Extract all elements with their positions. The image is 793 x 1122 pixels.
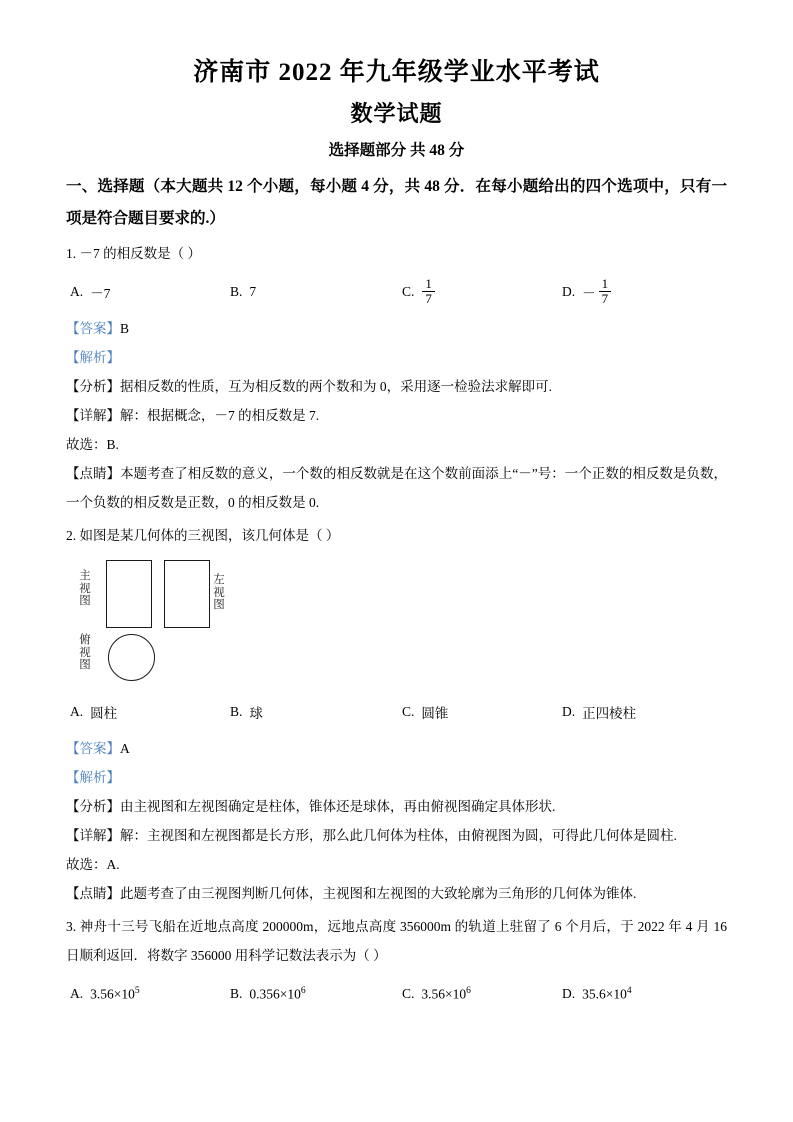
three-view-figure (70, 556, 727, 688)
option-c[interactable] (402, 972, 471, 1016)
option-label: 正四棱柱 (582, 706, 637, 722)
question-number: 1. (66, 246, 77, 262)
question-stem (66, 239, 727, 268)
question-3 (66, 912, 727, 1020)
exponent: 5 (134, 986, 140, 997)
option-a[interactable] (70, 270, 110, 314)
question-1 (66, 239, 727, 517)
page-title: 济南市 2022 年九年级学业水平考试 (193, 59, 600, 86)
option-b[interactable] (230, 972, 306, 1016)
choose-line: 故选：B. (66, 437, 119, 453)
option-a[interactable] (70, 690, 117, 734)
side-view-rectangle (164, 560, 210, 628)
fraction-one-seventh (422, 277, 435, 305)
detail-line (66, 821, 727, 850)
answer-line (66, 314, 727, 343)
detail-text: 解：主视图和左视图都是长方形，那么此几何体为柱体，由俯视图为圆，可得此几何体是圆柱. (120, 828, 677, 844)
option-label: －7 (90, 286, 111, 302)
fraction-denominator: 7 (422, 291, 435, 306)
question-text: －7 的相反数是（ ） (79, 246, 201, 262)
option-letter: A. (70, 704, 84, 720)
option-letter: D. (562, 284, 576, 300)
option-d[interactable] (562, 972, 632, 1016)
option-letter: B. (230, 986, 243, 1002)
front-view-label: 主视图 (79, 570, 91, 607)
detail-line (66, 401, 727, 430)
analysis-line (66, 792, 727, 821)
option-letter: C. (402, 986, 415, 1002)
answer-value: B (120, 321, 130, 337)
answer-value: A (120, 741, 130, 757)
option-label: 圆锥 (421, 706, 449, 722)
top-view-label: 俯视图 (79, 634, 91, 671)
option-label: 7 (249, 284, 257, 300)
option-c[interactable] (402, 270, 436, 314)
fenxi-marker: 【分析】 (66, 799, 120, 815)
section-title: 选择题部分 共 48 分 (328, 142, 465, 160)
analysis-text: 据相反数的性质，互为相反数的两个数和为 0，采用逐一检验法求解即可. (120, 379, 552, 395)
option-letter: C. (402, 284, 415, 300)
detail-text: 解：根据概念，－7 的相反数是 7. (120, 408, 320, 424)
analysis-line (66, 372, 727, 401)
dianjing-marker: 【点睛】 (66, 466, 121, 482)
option-d[interactable] (562, 690, 636, 734)
question-stem (66, 912, 727, 970)
options-row (66, 690, 727, 734)
analysis-header (66, 763, 727, 792)
analysis-text: 由主视图和左视图确定是柱体，锥体还是球体，再由俯视图确定具体形状. (120, 799, 556, 815)
question-2 (66, 521, 727, 908)
options-row (66, 972, 727, 1020)
analysis-marker: 【解析】 (66, 770, 120, 786)
mantissa: 3.56×10 (90, 986, 135, 1002)
section-instructions: 一、选择题（本大题共 12 个小题，每小题 4 分，共 48 分．在每小题给出的四个选项中，只有一项是符合题目要求的.） (66, 178, 727, 228)
option-letter: D. (562, 986, 576, 1002)
choose-line: 故选：A. (66, 857, 120, 873)
mantissa: 35.6×10 (582, 986, 627, 1002)
option-label (249, 986, 305, 1003)
option-letter: A. (70, 986, 84, 1002)
option-letter: A. (70, 284, 84, 300)
answer-line (66, 734, 727, 763)
insight-line (66, 879, 727, 908)
insight-line (66, 459, 727, 517)
mantissa: 3.56×10 (421, 986, 467, 1002)
option-b[interactable] (230, 270, 256, 314)
xiangjie-marker: 【详解】 (66, 408, 120, 424)
analysis-marker: 【解析】 (66, 350, 120, 366)
option-c[interactable] (402, 690, 448, 734)
exponent: 4 (626, 986, 632, 997)
option-label (421, 986, 471, 1003)
dianjing-marker: 【点睛】 (66, 886, 120, 902)
insight-text: 本题考查了相反数的意义，一个数的相反数就是在这个数前面添上“－”号：一个正数的相反数是负数，一个负数的相反数是正数，0 的相反数是 0. (66, 466, 728, 511)
option-label: 球 (249, 706, 263, 722)
fenxi-marker: 【分析】 (66, 379, 120, 395)
option-a[interactable] (70, 972, 140, 1016)
options-row (66, 270, 727, 314)
top-view-circle (108, 634, 155, 681)
question-number: 2. (66, 528, 77, 544)
option-d[interactable] (562, 270, 612, 314)
question-number: 3. (66, 919, 77, 935)
answer-marker: 【答案】 (66, 321, 120, 337)
exponent: 6 (300, 986, 306, 997)
option-letter: C. (402, 704, 415, 720)
front-view-rectangle (106, 560, 152, 628)
question-text: 如图是某几何体的三视图，该几何体是（ ） (79, 528, 340, 544)
option-b[interactable] (230, 690, 263, 734)
option-label (582, 986, 632, 1003)
page-subtitle: 数学试题 (350, 100, 443, 126)
option-letter: B. (230, 284, 243, 300)
question-text: 神舟十三号飞船在近地点高度 200000m，远地点高度 356000m 的轨道上驻留了 6 个月后，于 2022 年 4 月 16 日顺利返回．将数字 356000 用科学记数法表示为（ ） (66, 919, 727, 964)
option-letter: B. (230, 704, 243, 720)
xiangjie-marker: 【详解】 (66, 828, 120, 844)
fraction-numerator: 1 (425, 275, 432, 291)
question-stem (66, 521, 727, 550)
option-label: 圆柱 (90, 706, 118, 722)
minus-sign: － (582, 286, 596, 302)
fraction-neg-one-seventh (599, 277, 612, 305)
analysis-header (66, 343, 727, 372)
fraction-numerator: 1 (601, 275, 609, 291)
insight-text: 此题考查了由三视图判断几何体，主视图和左视图的大致轮廓为三角形的几何体为锥体. (120, 886, 637, 902)
option-letter: D. (562, 704, 576, 720)
answer-marker: 【答案】 (66, 741, 120, 757)
exponent: 6 (466, 986, 471, 997)
side-view-label: 左视图 (213, 574, 225, 611)
fraction-denominator: 7 (599, 291, 612, 306)
mantissa: 0.356×10 (249, 986, 301, 1002)
option-label (90, 986, 140, 1003)
